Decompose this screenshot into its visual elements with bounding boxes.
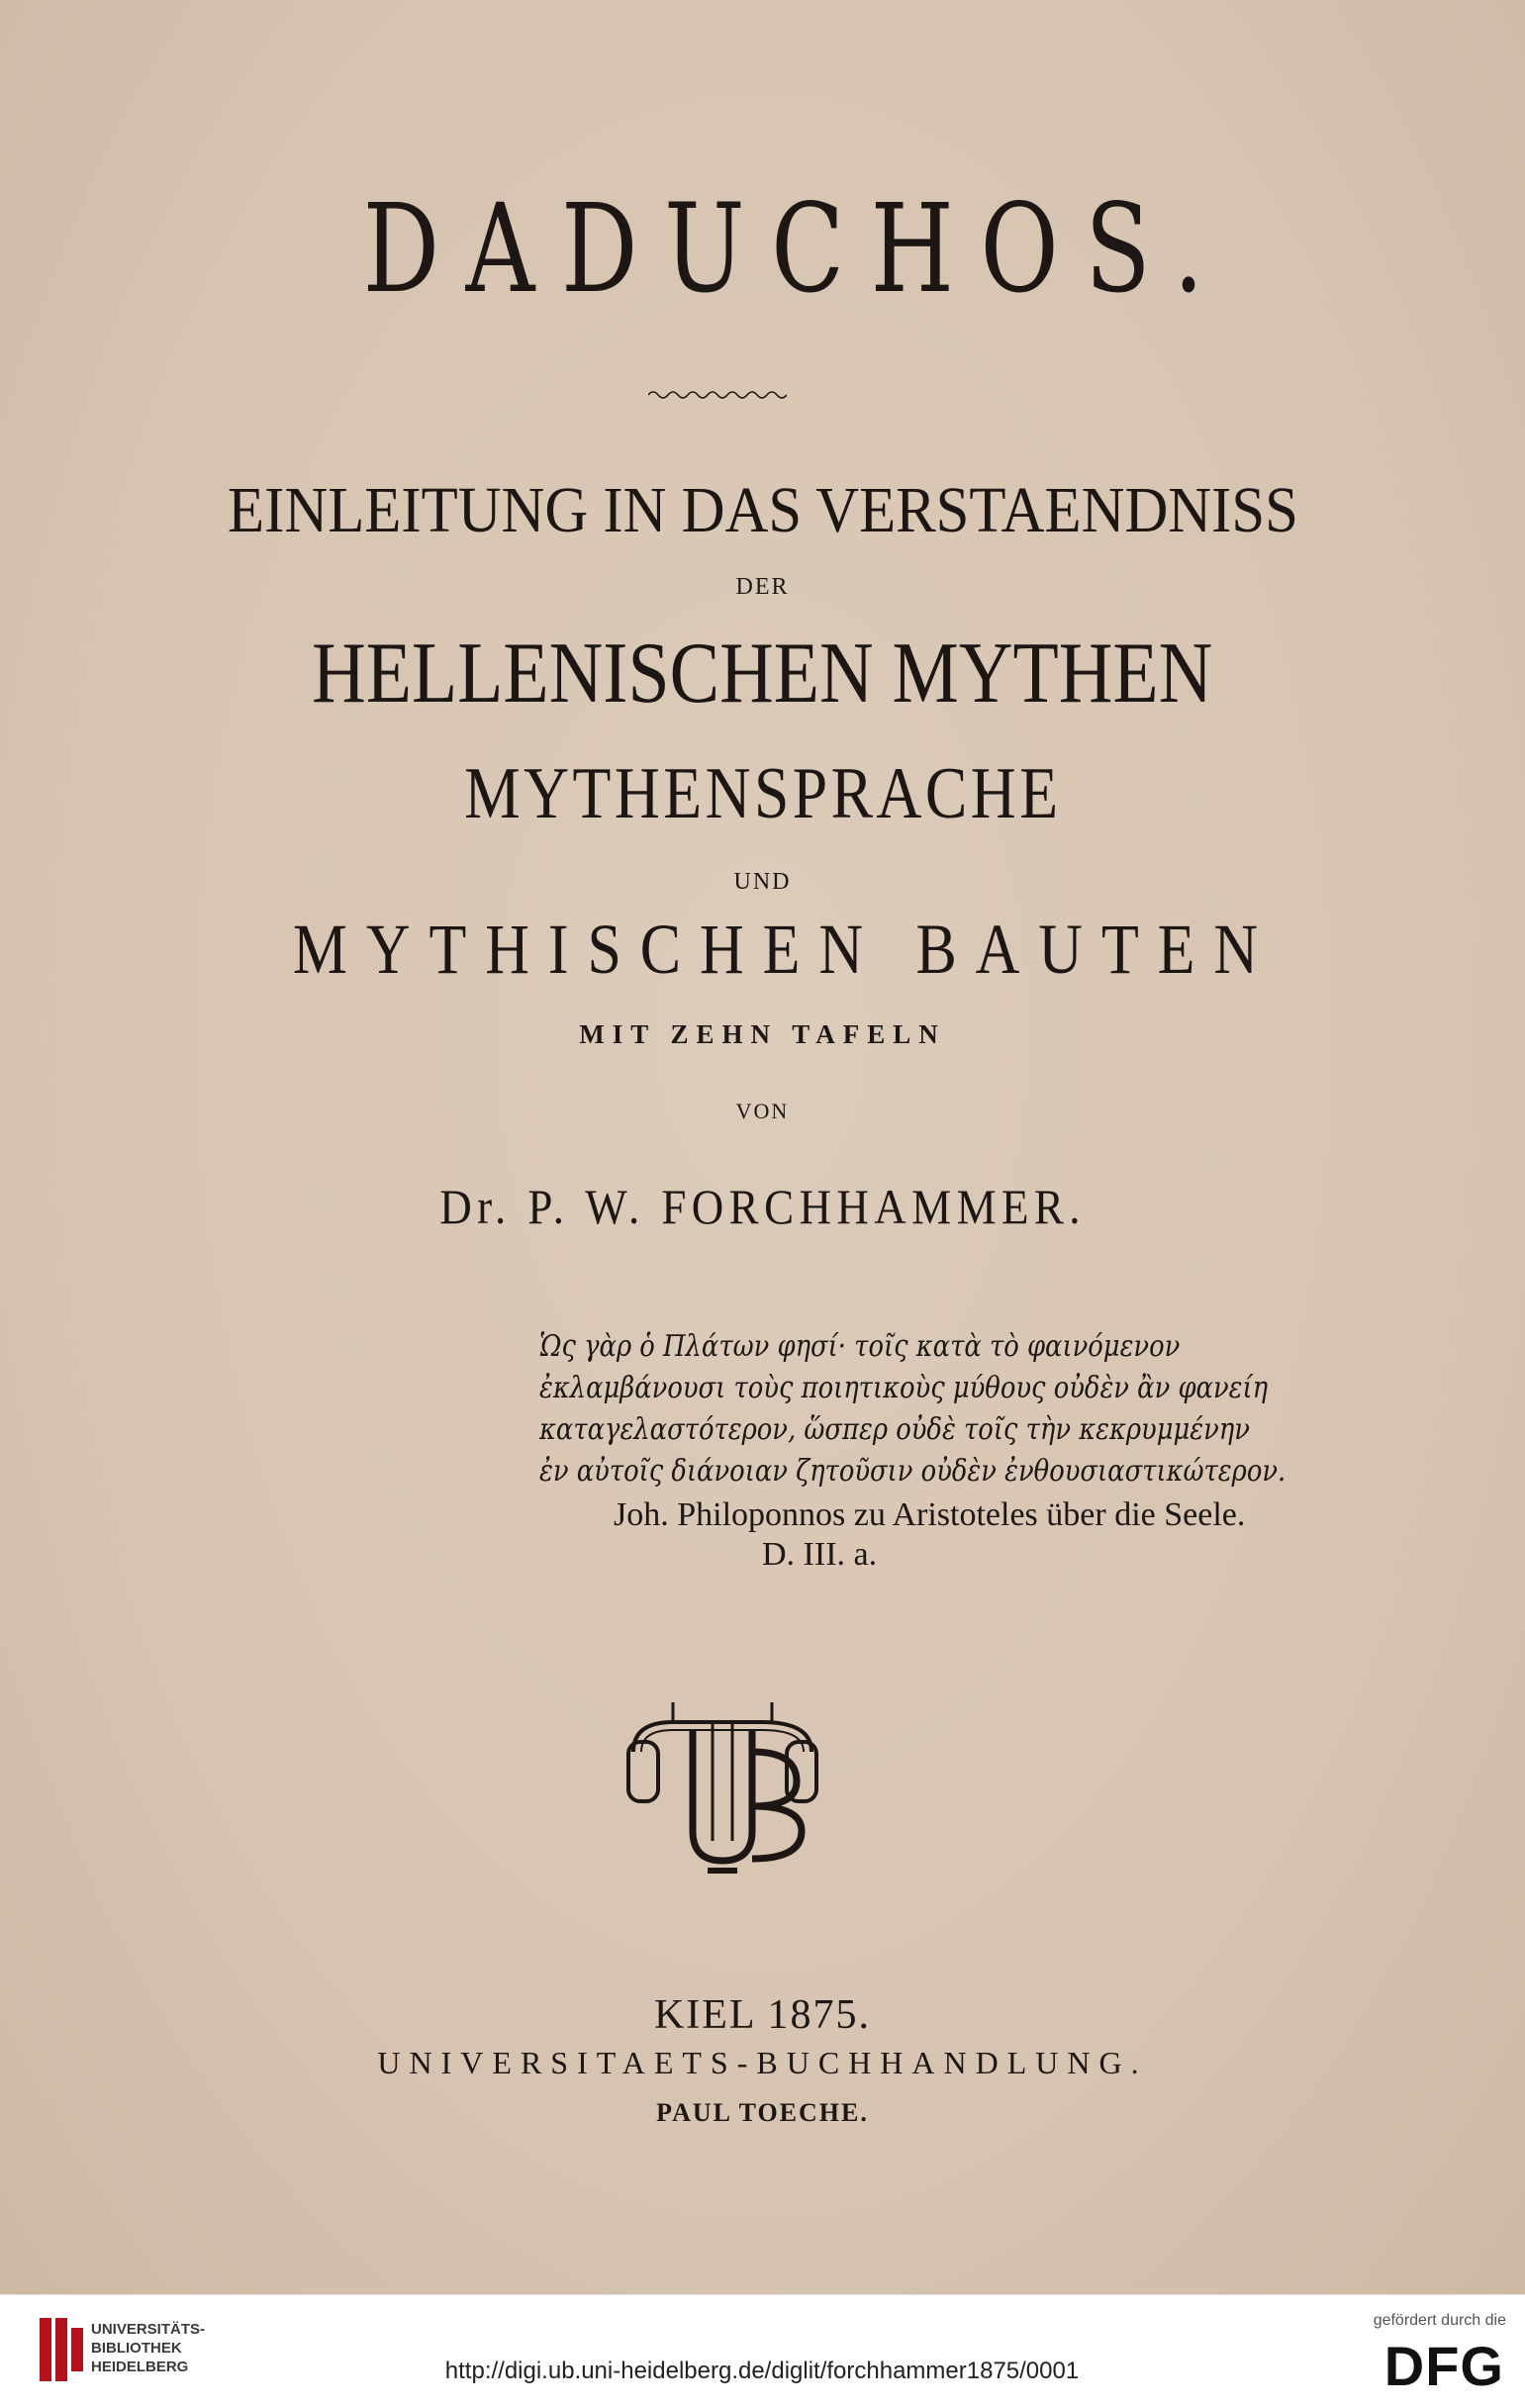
publisher-monogram-logo <box>614 1683 831 1880</box>
motto-line-text: ἐν αὐτοῖς διάνοιαν ζητοῦσιν οὐδὲν ἐνθουσιαστικώτερον. <box>539 1454 1287 1489</box>
author-name <box>0 1178 1525 1235</box>
subtitle-line-1: EINLEITUNG IN DAS VERSTAENDNISS <box>227 474 1298 546</box>
library-name-line: UNIVERSITÄTS- <box>91 2321 206 2338</box>
motto-line-text: καταγελαστότερον, ὥσπερ οὐδὲ τοῖς τὴν κεκρυμμένην <box>539 1412 1250 1447</box>
subtitle-introduction <box>0 473 1525 548</box>
motto-line-text: ἐκλαμβάνουσι τοὺς ποιητικοὺς μύθους οὐδὲν ἂν φανείη <box>539 1371 1269 1405</box>
greek-motto <box>539 1326 1287 1493</box>
book-title <box>0 178 1525 321</box>
viewer-footer <box>0 2294 1525 2408</box>
subtitle-und: UND <box>733 869 792 895</box>
book-title-text: DADUCHOS. <box>362 178 1230 321</box>
motto-line-text: Ὡς γὰρ ὁ Πλάτων φησί· τοῖς κατὰ τὸ φαινόμενον <box>539 1329 1181 1364</box>
author-name-text: Dr. P. W. FORCHHAMMER. <box>439 1179 1086 1234</box>
subtitle-mythical-buildings <box>0 909 1525 991</box>
university-library-name[interactable] <box>91 2320 205 2376</box>
subtitle-line-6: MYTHISCHEN BAUTEN <box>292 910 1277 989</box>
permalink-url[interactable]: http://digi.ub.uni-heidelberg.de/diglit/forchhammer1875/0001 <box>444 2358 1080 2384</box>
subtitle-line-3: HELLENISCHEN MYTHEN <box>312 626 1213 722</box>
funding-label: gefördert durch die <box>1373 2312 1506 2329</box>
subtitle-mythensprache <box>0 752 1525 836</box>
motto-source: Joh. Philoponnos zu Aristoteles über die Seele. <box>614 1496 1246 1533</box>
motto-source-reference: D. III. a. <box>762 1536 878 1573</box>
motto-line <box>539 1409 1282 1451</box>
subtitle-hellenic-myths <box>0 624 1525 723</box>
library-name-line: HEIDELBERG <box>91 2359 189 2375</box>
imprint-publisher-name: PAUL TOECHE. <box>656 2098 869 2127</box>
motto-line <box>539 1451 1287 1493</box>
imprint-publisher: UNIVERSITAETS-BUCHHANDLUNG. <box>377 2045 1148 2080</box>
motto-line <box>539 1326 1282 1368</box>
plates-note: MIT ZEHN TAFELN <box>579 1019 946 1049</box>
university-library-logo-icon[interactable] <box>40 2318 83 2381</box>
by-label: VON <box>735 1099 790 1123</box>
subtitle-line-4: MYTHENSPRACHE <box>463 753 1062 834</box>
motto-line <box>539 1368 1282 1409</box>
wavy-ornament-icon <box>648 388 787 402</box>
library-name-line: BIBLIOTHEK <box>91 2340 182 2357</box>
imprint-place-year: KIEL 1875. <box>653 1992 872 2038</box>
subtitle-der: DER <box>735 574 790 600</box>
dfg-logo[interactable]: DFG <box>1383 2335 1504 2397</box>
